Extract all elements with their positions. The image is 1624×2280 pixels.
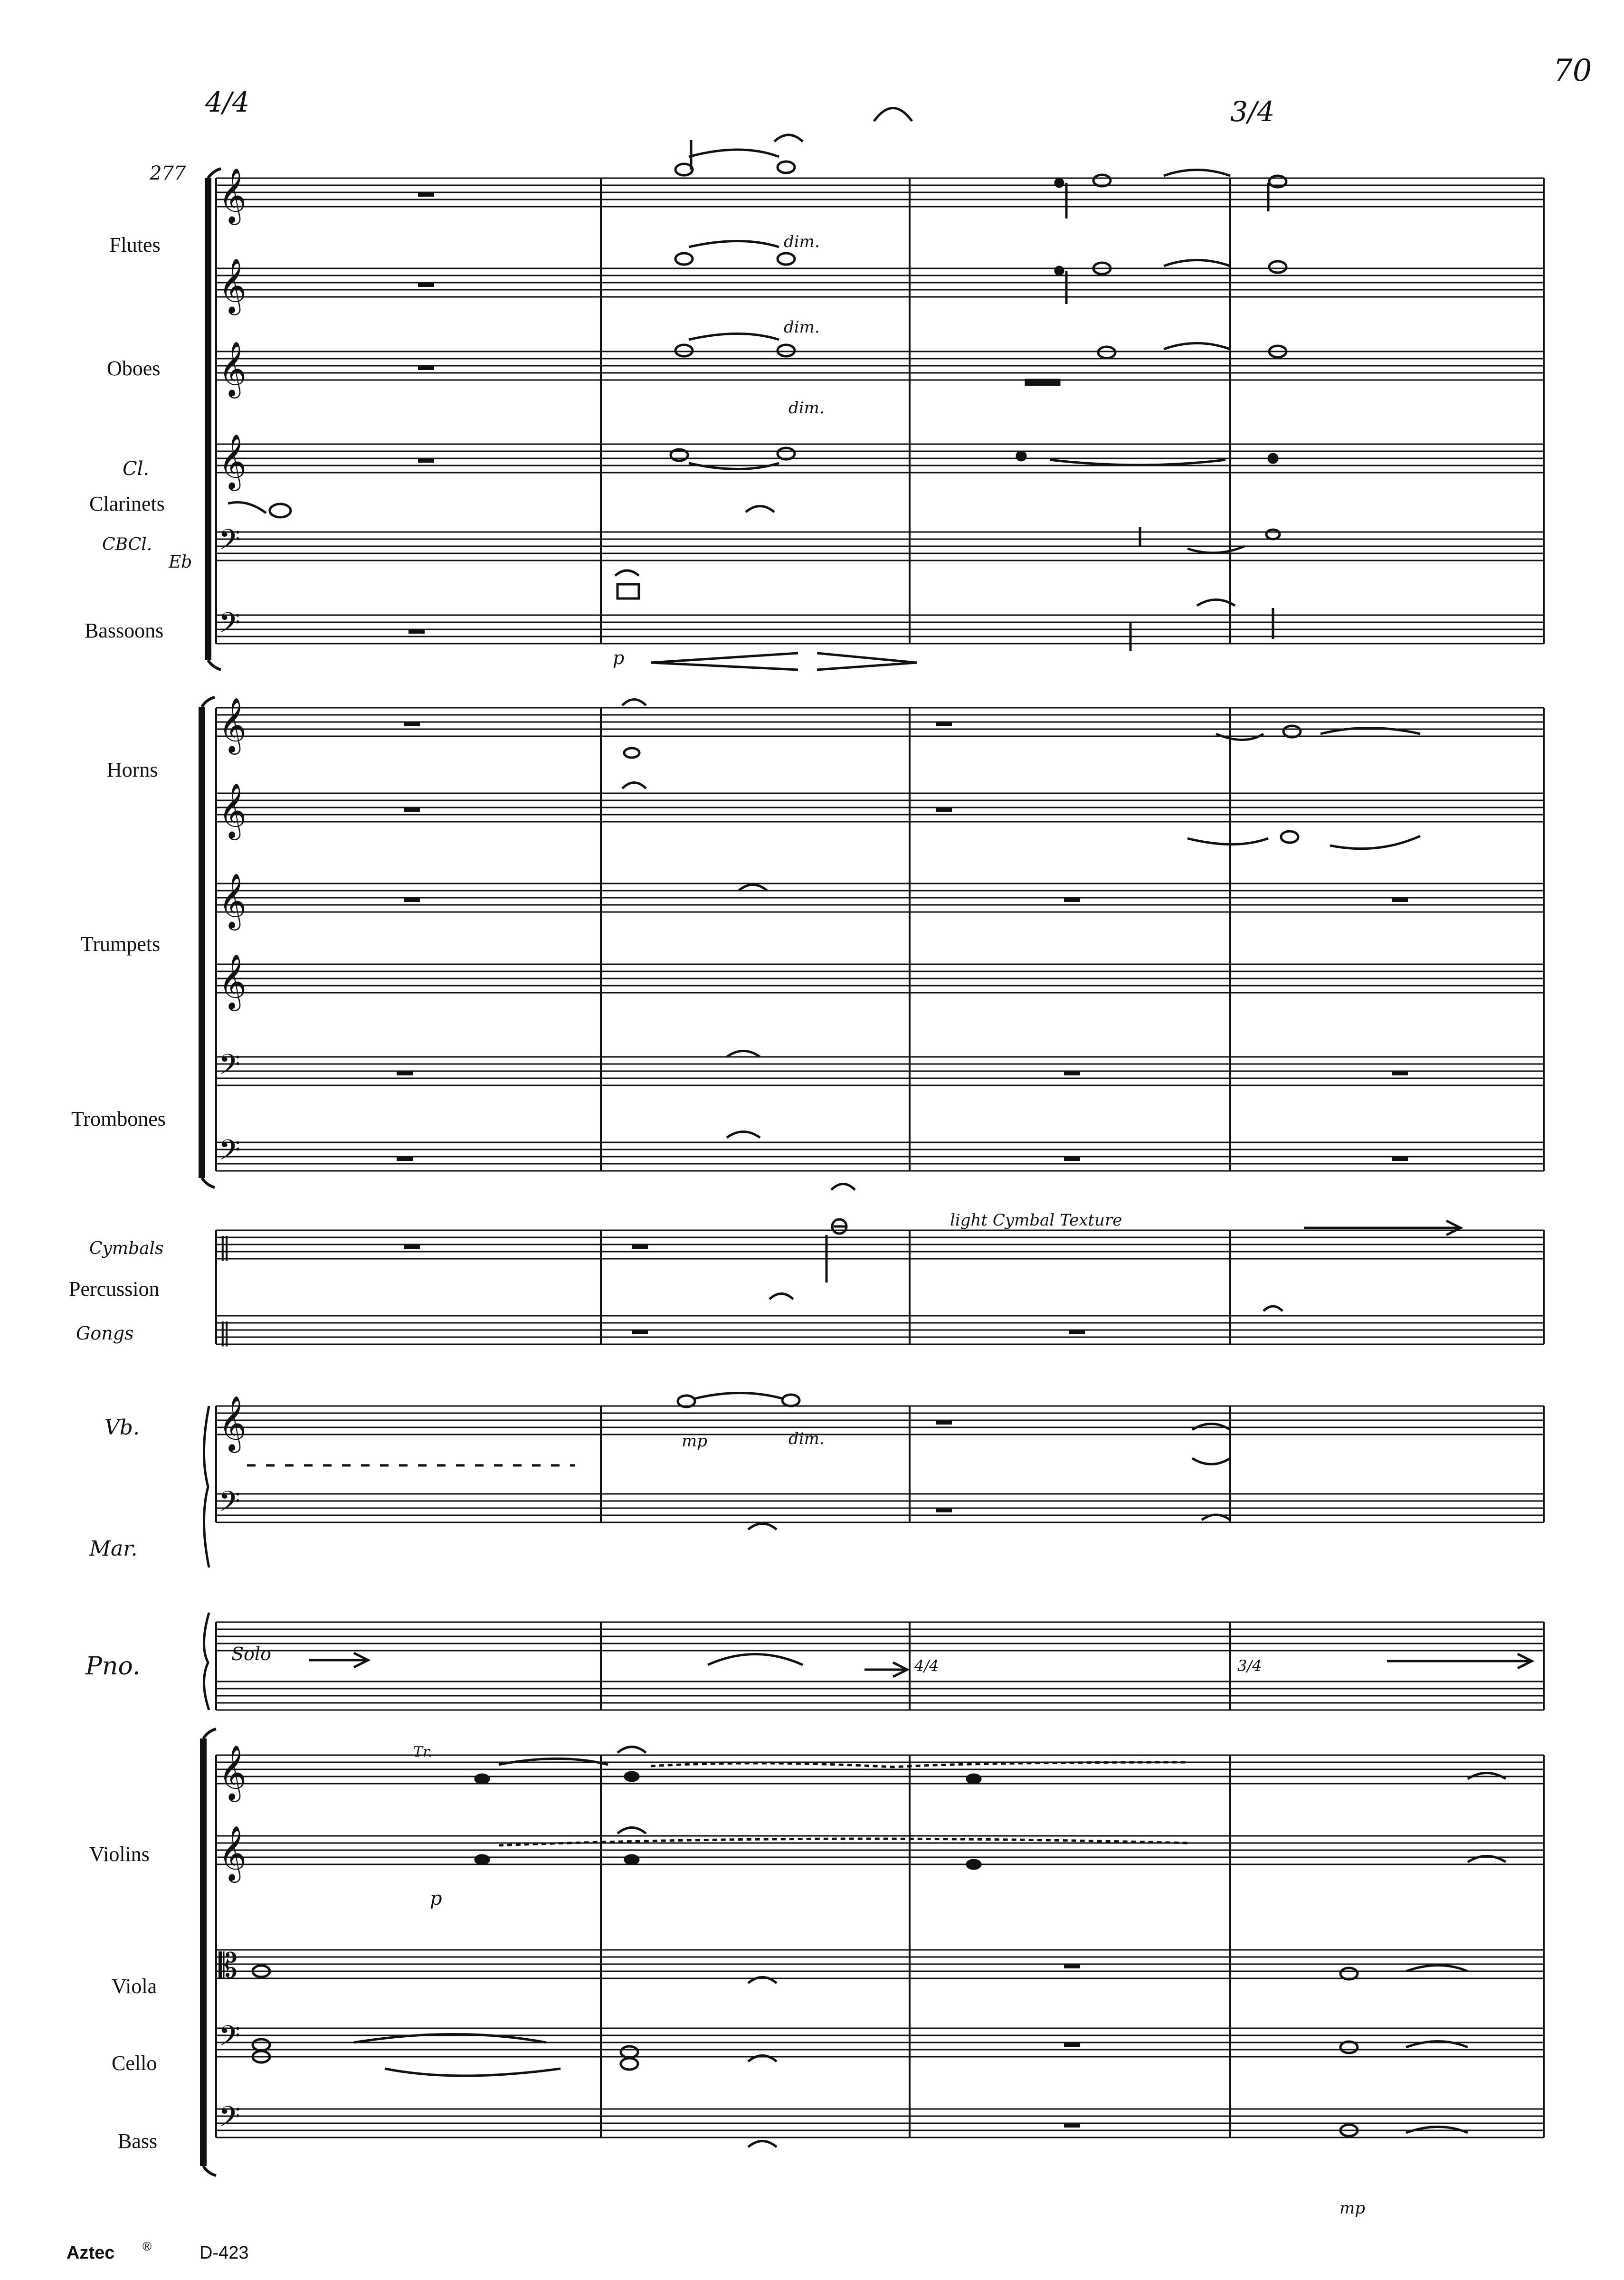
rests [397,192,1408,2128]
bass-clef-icon: 𝄢 [218,2019,241,2059]
label-bass: Bass [118,2129,158,2153]
brackets [202,169,221,2176]
dynamic-mp-vibes: mp [682,1432,708,1451]
note [678,1396,695,1407]
label-clarinets: Clarinets [89,492,165,515]
note [625,1855,638,1864]
whole-rest [408,629,425,634]
publisher-brand: Aztec [66,2243,115,2263]
note [1093,175,1111,186]
treble-clef-icon: 𝄞 [218,167,247,223]
whole-rest [936,1508,952,1512]
whole-rest [404,898,420,902]
whole-rest [1392,898,1408,902]
note [1281,831,1298,843]
whole-rest [1392,1071,1408,1075]
label-gongs: Gongs [76,1323,134,1344]
note [624,748,639,758]
label-clarinet-sub: Cl. [123,458,150,480]
label-cymbals: Cymbals [89,1239,164,1258]
treble-clef-icon: 𝄞 [218,873,247,928]
label-contrabass-clarinet: CBCl. [102,535,152,554]
treble-clef-icon: 𝄞 [218,782,247,838]
bass-clef-icon: 𝄢 [218,523,241,563]
note [1269,261,1286,273]
whole-rest [1064,898,1080,902]
whole-rest [1064,1964,1080,1968]
staff [216,1950,1544,1978]
bass-clef-icon: 𝄢 [218,1048,241,1088]
note [778,448,795,459]
footer [66,2239,249,2263]
whole-rest [1064,1071,1080,1075]
note [782,1395,799,1406]
staff [216,444,1544,473]
label-vibes: Vb. [104,1416,140,1440]
label-cello: Cello [112,2052,157,2075]
staff [216,2109,1544,2138]
whole-rest [632,1330,648,1334]
bass-clef-icon: 𝄢 [218,2100,241,2140]
whole-rest [936,808,952,812]
label-violins: Violins [89,1843,150,1866]
note [675,253,693,265]
dim-vibes: dim. [788,1429,825,1448]
whole-rest [936,1420,952,1425]
note [475,1775,489,1783]
whole-rest [404,1244,420,1249]
whole-rest [397,1157,413,1161]
treble-clef-icon: 𝄞 [218,1744,247,1800]
staff [216,1057,1544,1085]
staff [216,1682,1544,1710]
dynamic-mp-bass: mp [1339,2199,1366,2218]
whole-rest [936,722,952,726]
whole-rest [418,192,434,197]
label-eb: Eb [169,552,192,572]
instrument-labels [69,233,192,2153]
staff [216,532,1544,560]
time-signature-start: 4/4 [205,86,250,118]
staff [216,1316,1544,1344]
bass-clef-icon: 𝄢 [218,1485,241,1525]
whole-rest [418,458,434,463]
note [621,2058,638,2070]
treble-clef-icon: 𝄞 [218,1825,247,1881]
measure-number: 277 [150,162,186,184]
whole-rest [1064,2123,1080,2128]
treble-clef-icon: 𝄞 [218,697,247,752]
dim-flute: dim. [784,232,820,251]
note [1340,2042,1358,2053]
clefs [218,167,247,2140]
staves [216,178,1544,2138]
whole-rest [397,1071,413,1075]
percussion-clef-icon: ‖ [218,1318,231,1347]
treble-clef-icon: 𝄞 [218,953,247,1009]
whole-rest [404,808,420,812]
note [967,1860,980,1869]
note [625,1772,638,1781]
staff [216,1836,1544,1864]
label-trumpets: Trumpets [81,932,161,956]
note [675,345,693,356]
page-number: 70 [1553,53,1592,88]
staff [216,1622,1544,1651]
percussion-clef-icon: ‖ [218,1233,231,1261]
arrows [309,1221,1532,1677]
note [621,2046,638,2058]
label-marimba: Mar. [89,1537,138,1561]
dynamic-p-violins: p [430,1888,442,1910]
note [1340,1968,1358,1979]
bass-clef-icon: 𝄢 [218,606,241,646]
dim-clarinet: dim. [788,399,825,418]
whole-rest [1064,1157,1080,1161]
alto-clef-icon: 𝄡 [218,1946,238,1986]
notation [228,135,1506,2147]
treble-clef-icon: 𝄞 [218,341,247,396]
whole-rest [418,366,434,370]
label-percussion: Percussion [69,1277,160,1301]
staff [216,352,1544,380]
piano-time-sig-bar3: 4/4 [914,1657,939,1675]
label-viola: Viola [112,1975,157,1998]
bass-clef-icon: 𝄢 [218,1133,241,1173]
dynamic-p-bassoon: p [613,647,625,668]
note [778,345,795,356]
label-flutes: Flutes [109,233,161,256]
staff [216,178,1544,207]
staff [216,1142,1544,1171]
cymbal-texture-text: light Cymbal Texture [950,1211,1122,1230]
note [778,253,795,265]
label-trombones: Trombones [71,1107,166,1130]
trill-text: Tr. [413,1744,433,1760]
staff [216,1406,1544,1434]
whole-rest [404,722,420,726]
whole-rest [632,1244,648,1249]
label-horns: Horns [107,758,158,781]
whole-rest [418,283,434,287]
dim-oboe: dim. [784,318,820,337]
time-signature-bar4: 3/4 [1230,95,1275,128]
staff [216,268,1544,297]
note [967,1775,980,1783]
note [475,1855,489,1864]
piano-solo-text: Solo [231,1644,271,1664]
whole-rest [1064,2042,1080,2047]
label-piano: Pno. [85,1652,141,1681]
treble-clef-icon: 𝄞 [218,257,247,313]
whole-rest [1069,1330,1085,1334]
treble-clef-icon: 𝄞 [218,433,247,489]
note [778,162,795,173]
note [253,2039,270,2051]
note [1283,726,1301,737]
fermata-mark [874,108,912,122]
note [1098,347,1115,358]
label-bassoons: Bassoons [85,619,164,642]
label-oboes: Oboes [107,357,161,380]
treble-clef-icon: 𝄞 [218,1395,247,1451]
registered-mark: ® [142,2239,152,2253]
piano-time-sig-bar4: 3/4 [1237,1657,1262,1675]
staff [216,964,1544,993]
catalog-number: D-423 [199,2243,249,2263]
whole-rest [1392,1157,1408,1161]
staff [216,1494,1544,1522]
